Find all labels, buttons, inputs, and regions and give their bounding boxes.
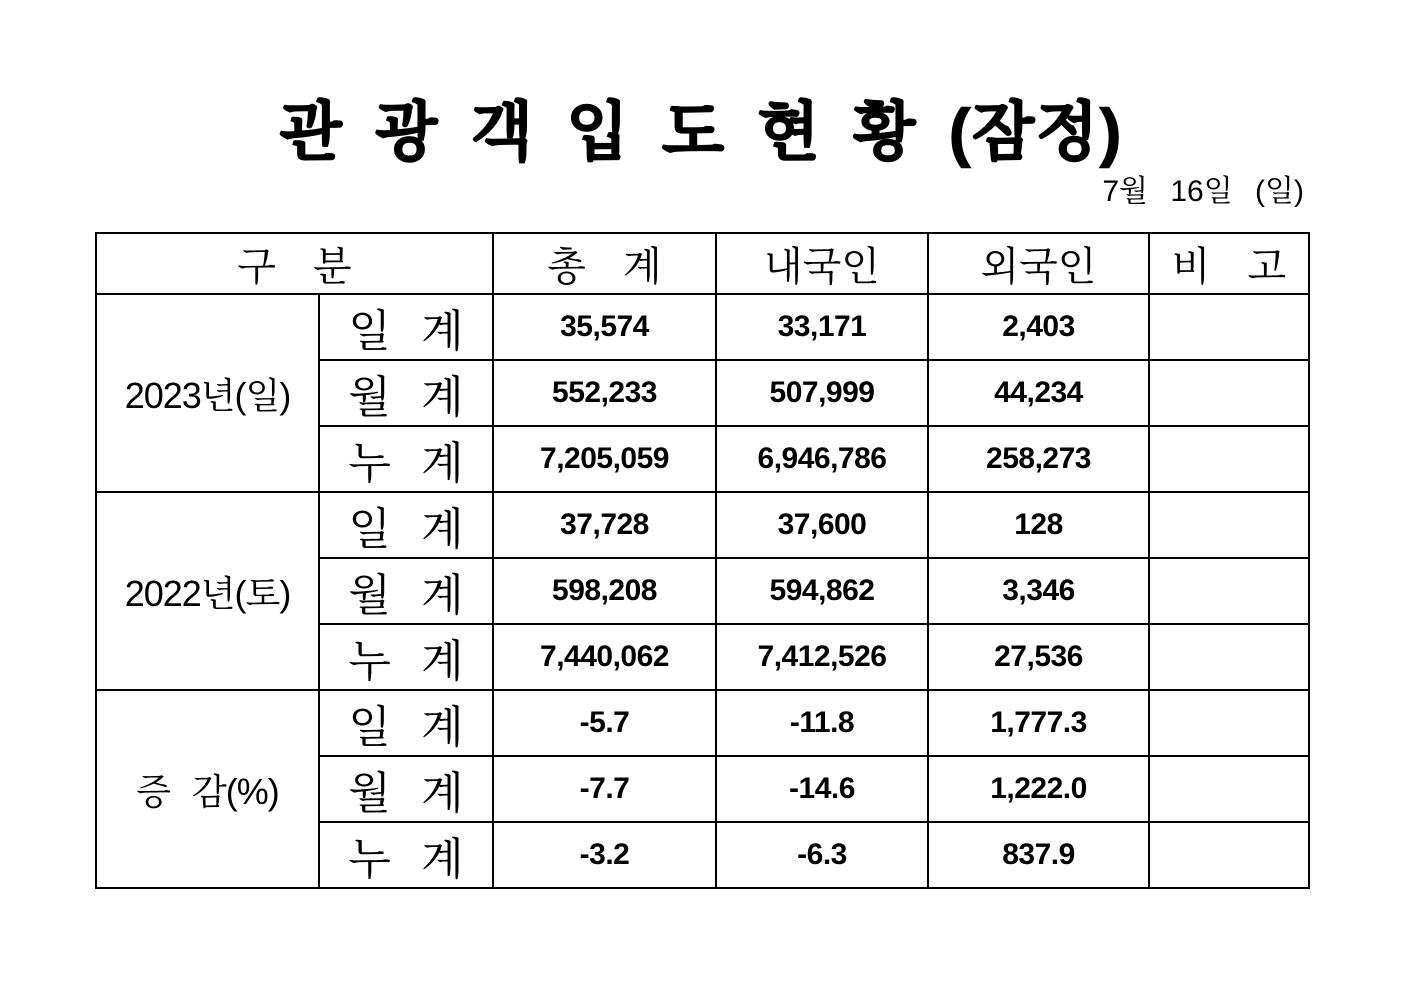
value-foreigner: 837.9 [928,822,1149,888]
value-domestic: 507,999 [716,360,928,426]
value-domestic: 7,412,526 [716,624,928,690]
value-domestic: 33,171 [716,294,928,360]
table-row [96,294,1309,360]
value-domestic: 6,946,786 [716,426,928,492]
row-label-cumulative: 누 계 [319,624,493,690]
value-total: 552,233 [493,360,716,426]
col-header-total: 총 계 [493,233,716,294]
page-title: 관 광 객 입 도 현 황 (잠정) [279,96,1124,168]
row-label-daily: 일 계 [319,492,493,558]
value-domestic: -6.3 [716,822,928,888]
col-header-domestic: 내국인 [716,233,928,294]
remarks-cell [1149,294,1309,360]
row-label-monthly: 월 계 [319,558,493,624]
table-row [96,492,1309,558]
row-label-cumulative: 누 계 [319,426,493,492]
date-label: 7월 16일 (일) [1102,175,1304,208]
value-foreigner: 258,273 [928,426,1149,492]
remarks-cell [1149,822,1309,888]
value-foreigner: 128 [928,492,1149,558]
row-label-daily: 일 계 [319,294,493,360]
col-header-category: 구 분 [96,233,493,294]
remarks-cell [1149,426,1309,492]
value-domestic: 594,862 [716,558,928,624]
remarks-cell [1149,624,1309,690]
value-foreigner: 1,777.3 [928,690,1149,756]
row-label-cumulative: 누 계 [319,822,493,888]
year-cell-2022: 2022년(토) [96,492,319,690]
remarks-cell [1149,690,1309,756]
value-total: -3.2 [493,822,716,888]
year-cell-2023: 2023년(일) [96,294,319,492]
header-row [96,233,1309,294]
table-row [96,690,1309,756]
row-label-monthly: 월 계 [319,360,493,426]
value-total: -7.7 [493,756,716,822]
row-label-daily: 일 계 [319,690,493,756]
year-cell-change: 증 감(%) [96,690,319,888]
value-total: 35,574 [493,294,716,360]
value-total: -5.7 [493,690,716,756]
remarks-cell [1149,558,1309,624]
value-foreigner: 3,346 [928,558,1149,624]
value-foreigner: 27,536 [928,624,1149,690]
value-total: 598,208 [493,558,716,624]
value-foreigner: 1,222.0 [928,756,1149,822]
tourist-arrival-table [95,232,1310,889]
value-domestic: -14.6 [716,756,928,822]
value-foreigner: 44,234 [928,360,1149,426]
value-domestic: -11.8 [716,690,928,756]
value-domestic: 37,600 [716,492,928,558]
value-total: 7,440,062 [493,624,716,690]
col-header-foreigner: 외국인 [928,233,1149,294]
value-total: 7,205,059 [493,426,716,492]
value-foreigner: 2,403 [928,294,1149,360]
remarks-cell [1149,360,1309,426]
col-header-remarks: 비 고 [1149,233,1309,294]
row-label-monthly: 월 계 [319,756,493,822]
remarks-cell [1149,756,1309,822]
value-total: 37,728 [493,492,716,558]
remarks-cell [1149,492,1309,558]
